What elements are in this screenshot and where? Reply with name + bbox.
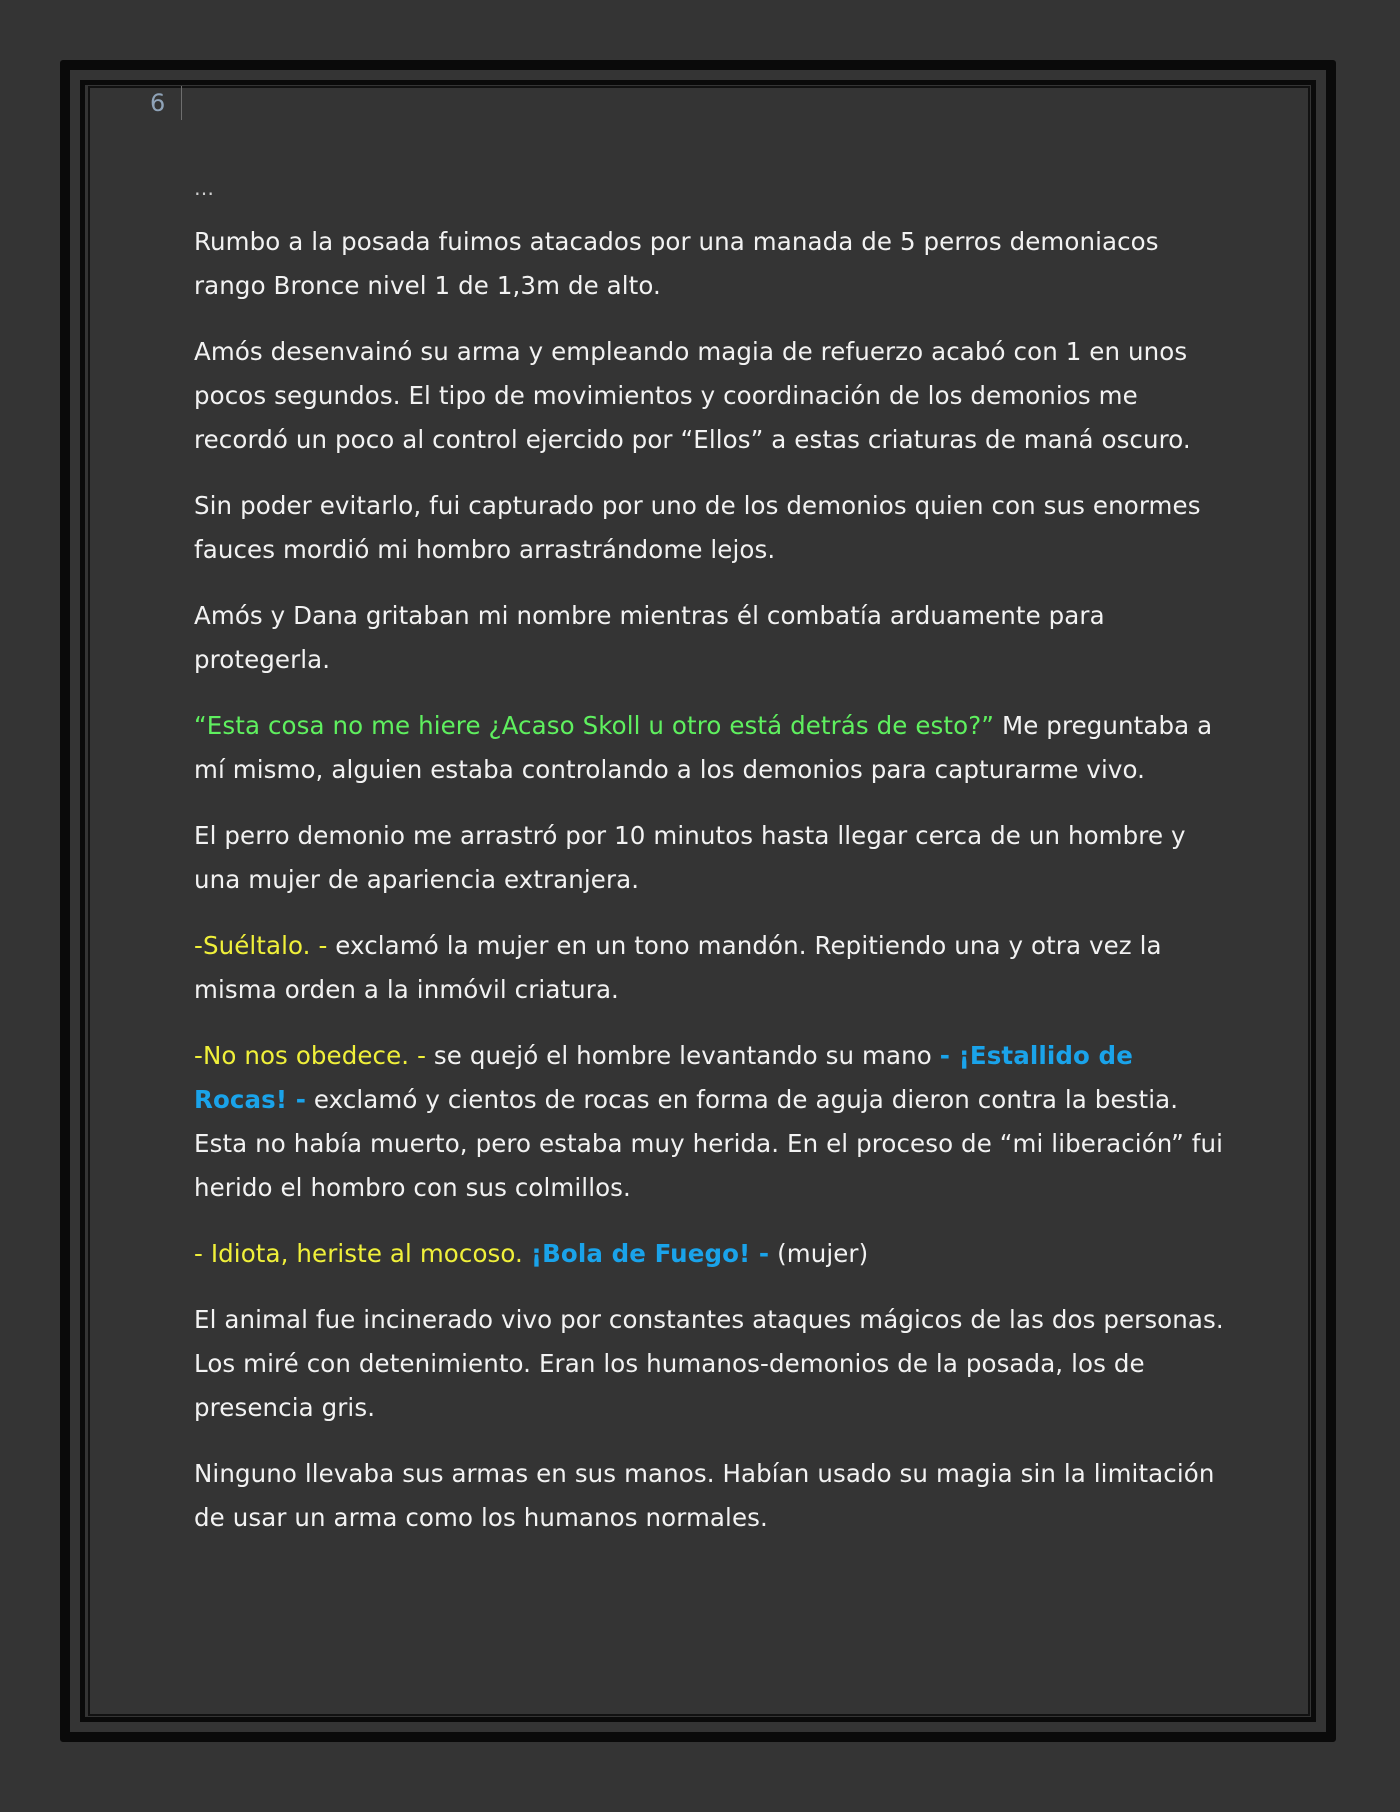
paragraph-2: Amós desenvainó su arma y empleando magia de refuerzo acabó con 1 en unos pocos segundos. El tipo de movimientos y coordinación de los demonios me recordó un poco al control ejercido por “Ellos” a estas criaturas de maná oscuro. xyxy=(194,337,1191,454)
paragraph-3: Sin poder evitarlo, fui capturado por uno de los demonios quien con sus enormes fauces mordió mi hombro arrastrándome lejos. xyxy=(194,491,1201,564)
paragraph-6: El perro demonio me arrastró por 10 minutos hasta llegar cerca de un hombre y una mujer de apariencia extranjera. xyxy=(194,821,1186,894)
narration-text: se quejó el hombre levantando su mano xyxy=(426,1041,940,1070)
paragraph-9 xyxy=(194,1232,1224,1276)
paragraph-11: Ninguno llevaba sus armas en sus manos. Habían usado su magia sin la limitación de usar un arma como los humanos normales. xyxy=(194,1459,1215,1532)
scene-break: … xyxy=(194,176,215,200)
narration-text: exclamó la mujer en un tono mandón. Repitiendo una y otra vez la misma orden a la inmóvil criatura. xyxy=(194,931,1162,1004)
narration-text: Me preguntaba a mí mismo, alguien estaba controlando a los demonios para capturarme vivo. xyxy=(194,711,1213,784)
paragraph-7 xyxy=(194,924,1224,1012)
spell-text: ¡Bola de Fuego! - xyxy=(530,1239,770,1268)
dialogue-text: - Idiota, heriste al mocoso. xyxy=(194,1239,531,1268)
page-number: 6 xyxy=(150,86,182,120)
paragraph-10: El animal fue incinerado vivo por constantes ataques mágicos de las dos personas. Los miré con detenimiento. Eran los humanos-demonios de la posada, los de presencia gris. xyxy=(194,1305,1224,1422)
dialogue-text: -No nos obedece. - xyxy=(194,1041,427,1070)
narration-text: (mujer) xyxy=(769,1239,869,1268)
paragraph-1: Rumbo a la posada fuimos atacados por una manada de 5 perros demoniacos rango Bronce nivel 1 de 1,3m de alto. xyxy=(194,227,1159,300)
paragraph-5 xyxy=(194,704,1224,792)
narration-text: exclamó y cientos de rocas en forma de aguja dieron contra la bestia. Esta no había muerto, pero estaba muy herida. En el proceso de “mi liberación” fui herido el hombro con sus colmillos. xyxy=(194,1085,1224,1202)
story-text xyxy=(194,166,1224,1562)
thought-text: “Esta cosa no me hiere ¿Acaso Skoll u otro está detrás de esto?” xyxy=(194,711,995,740)
paragraph-8 xyxy=(194,1034,1224,1210)
paragraph-4: Amós y Dana gritaban mi nombre mientras él combatía arduamente para protegerla. xyxy=(194,601,1105,674)
dialogue-text: -Suéltalo. - xyxy=(194,931,328,960)
spell-text: - ¡Estallido de Rocas! - xyxy=(194,1041,1133,1114)
